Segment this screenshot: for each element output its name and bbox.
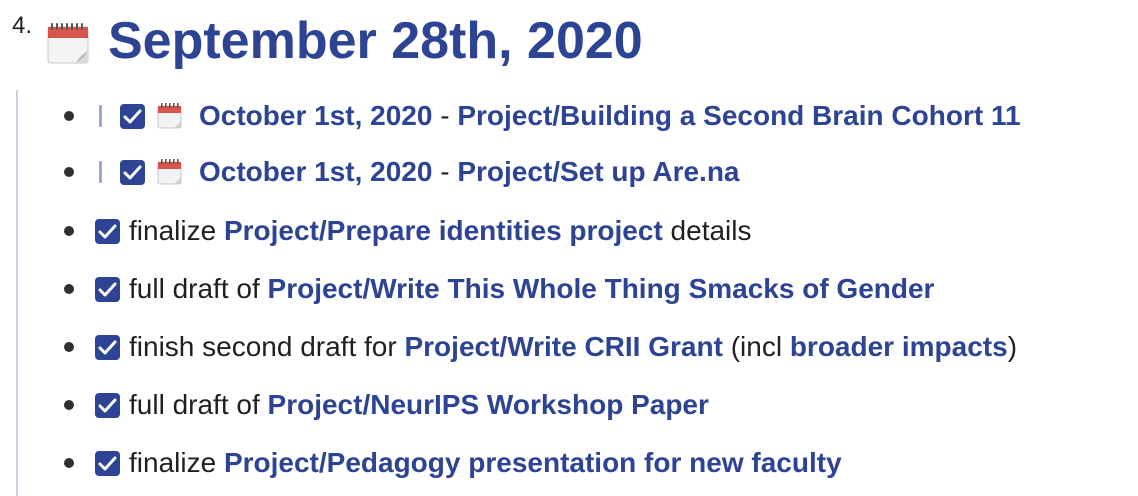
task-checkbox[interactable] — [120, 104, 145, 129]
project-link[interactable]: Project/Pedagogy presentation for new faculty — [223, 447, 842, 478]
bullet[interactable] — [64, 342, 74, 352]
calendar-icon — [46, 21, 92, 65]
page-title[interactable]: September 28th, 2020 — [108, 12, 643, 70]
list-item — [0, 385, 1138, 425]
date-link[interactable]: October 1st, 2020 — [199, 100, 433, 131]
block-heading — [0, 0, 1138, 80]
check-icon — [123, 164, 142, 181]
calendar-icon — [156, 102, 184, 130]
calendar-icon — [156, 158, 184, 186]
project-link[interactable]: Project/Set up Are.na — [457, 156, 740, 187]
check-icon — [98, 223, 117, 240]
bullet[interactable] — [64, 458, 74, 468]
item-text: finish second draft for Project/Write CRII Grant (incl broader impacts) — [129, 331, 1018, 362]
list-item — [0, 327, 1138, 367]
block-ref-marker[interactable] — [99, 161, 102, 183]
bullet[interactable] — [64, 284, 74, 294]
task-checkbox[interactable] — [95, 335, 120, 360]
bullet[interactable] — [64, 111, 74, 121]
item-text: finalize Project/Prepare identities project details — [129, 215, 752, 246]
check-icon — [98, 339, 117, 356]
project-link[interactable]: Project/Write This Whole Thing Smacks of Gender — [267, 273, 935, 304]
project-link[interactable]: Project/NeurIPS Workshop Paper — [267, 389, 709, 420]
bullet[interactable] — [64, 400, 74, 410]
project-link[interactable]: Project/Write CRII Grant — [404, 331, 723, 362]
list-item — [0, 96, 1138, 136]
bullet[interactable] — [64, 226, 74, 236]
list-item — [0, 211, 1138, 251]
check-icon — [98, 455, 117, 472]
item-text: full draft of Project/NeurIPS Workshop Paper — [129, 389, 709, 420]
block-ref-marker[interactable] — [99, 105, 102, 127]
check-icon — [98, 397, 117, 414]
page-link[interactable]: broader impacts — [789, 331, 1008, 362]
project-link[interactable]: Project/Prepare identities project — [223, 215, 663, 246]
list-item — [0, 443, 1138, 483]
task-checkbox[interactable] — [95, 393, 120, 418]
task-checkbox[interactable] — [95, 219, 120, 244]
item-text: full draft of Project/Write This Whole Thing Smacks of Gender — [129, 273, 935, 304]
item-text — [199, 99, 1021, 133]
task-checkbox[interactable] — [95, 451, 120, 476]
item-text — [199, 155, 740, 189]
list-number: 4. — [12, 12, 33, 39]
date-link[interactable]: October 1st, 2020 — [199, 156, 433, 187]
check-icon — [98, 281, 117, 298]
task-checkbox[interactable] — [95, 277, 120, 302]
task-checkbox[interactable] — [120, 160, 145, 185]
separator: - — [440, 100, 450, 131]
separator: - — [440, 156, 450, 187]
list-item — [0, 152, 1138, 192]
bullet[interactable] — [64, 167, 74, 177]
check-icon — [123, 108, 142, 125]
item-text: finalize Project/Pedagogy presentation for new faculty — [129, 447, 842, 478]
list-item — [0, 269, 1138, 309]
project-link[interactable]: Project/Building a Second Brain Cohort 11 — [457, 100, 1021, 131]
